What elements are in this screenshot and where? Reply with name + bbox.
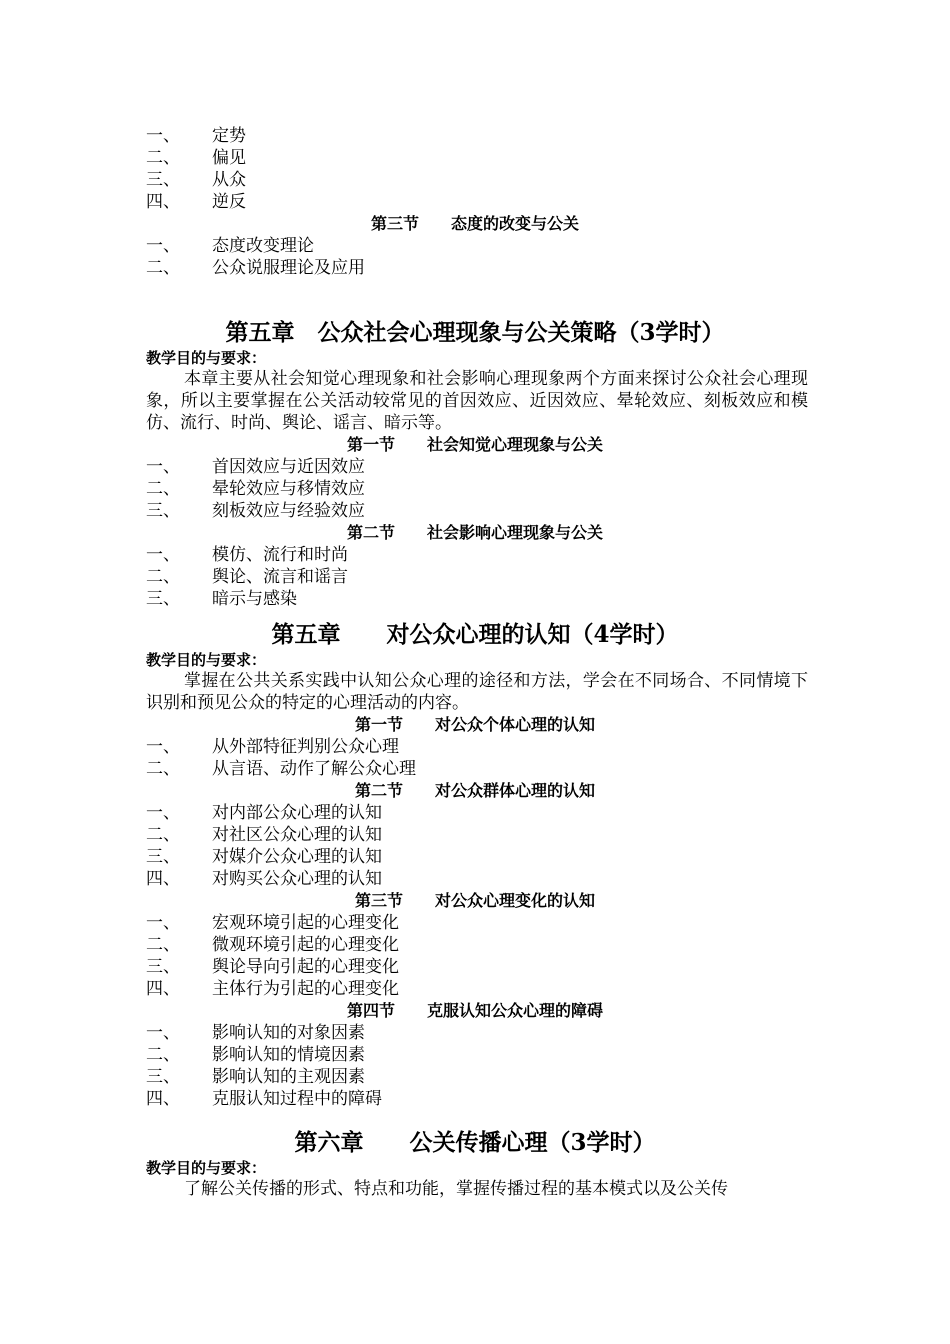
list-item: 一、 宏观环境引起的心理变化	[146, 913, 399, 933]
section-heading: 第二节 社会影响心理现象与公关	[346, 523, 603, 542]
goal-label: 教学目的与要求：	[146, 1159, 267, 1177]
chapter-5-cognition	[0, 620, 950, 1110]
list-item: 二、 从言语、动作了解公众心理	[146, 759, 416, 779]
section-heading: 第一节 对公众个体心理的认知	[354, 715, 595, 734]
list-item: 一、 定势	[146, 126, 246, 146]
goal-paragraph: 掌握在公共关系实践中认知公众心理的途径和方法，学会在不同场合、不同情境下识别和预见公众的特定的心理活动的内容。	[146, 671, 808, 713]
list-item: 一、 模仿、流行和时尚	[146, 545, 348, 565]
list-item: 一、 首因效应与近因效应	[146, 457, 365, 477]
goal-paragraph: 本章主要从社会知觉心理现象和社会影响心理现象两个方面来探讨公众社会心理现象，所以主要掌握在公关活动较常见的首因效应、近因效应、晕轮效应、刻板效应和模仿、流行、时尚、舆论、谣言、暗示等。	[146, 369, 808, 433]
list-item: 四、 逆反	[146, 192, 246, 212]
goal-label: 教学目的与要求：	[146, 349, 267, 367]
list-item: 四、 对购买公众心理的认知	[146, 869, 382, 889]
list-item: 三、 对媒介公众心理的认知	[146, 847, 382, 867]
list-item: 二、 微观环境引起的心理变化	[146, 935, 399, 955]
intro-list	[0, 125, 950, 279]
list-item: 二、 公众说服理论及应用	[146, 258, 365, 278]
list-item: 一、 对内部公众心理的认知	[146, 803, 382, 823]
list-item: 二、 影响认知的情境因素	[146, 1045, 365, 1065]
list-item: 四、 主体行为引起的心理变化	[146, 979, 399, 999]
chapter-title: 第五章 公众社会心理现象与公关策略（3学时）	[225, 319, 725, 346]
list-item: 二、 晕轮效应与移情效应	[146, 479, 365, 499]
chapter-6	[0, 1128, 950, 1200]
list-item: 二、 对社区公众心理的认知	[146, 825, 382, 845]
list-item: 二、 偏见	[146, 148, 246, 168]
list-item: 一、 从外部特征判别公众心理	[146, 737, 399, 757]
chapter-title: 第五章 对公众心理的认知（4学时）	[271, 621, 679, 648]
section-heading: 第一节 社会知觉心理现象与公关	[346, 435, 603, 454]
list-item: 三、 舆论导向引起的心理变化	[146, 957, 399, 977]
list-item: 二、 舆论、流言和谣言	[146, 567, 348, 587]
list-item: 三、 暗示与感染	[146, 589, 297, 609]
chapter-5-social	[0, 318, 950, 610]
section-heading: 第四节 克服认知公众心理的障碍	[346, 1001, 603, 1020]
list-item: 四、 克服认知过程中的障碍	[146, 1089, 382, 1109]
list-item: 一、 态度改变理论	[146, 236, 314, 256]
section-heading: 第三节 态度的改变与公关	[370, 214, 579, 233]
chapter-title: 第六章 公关传播心理（3学时）	[294, 1129, 656, 1156]
section-heading: 第二节 对公众群体心理的认知	[354, 781, 595, 800]
list-item: 三、 从众	[146, 170, 246, 190]
list-item: 三、 刻板效应与经验效应	[146, 501, 365, 521]
list-item: 一、 影响认知的对象因素	[146, 1023, 365, 1043]
goal-paragraph: 了解公关传播的形式、特点和功能，掌握传播过程的基本模式以及公关传	[184, 1179, 728, 1199]
list-item: 三、 影响认知的主观因素	[146, 1067, 365, 1087]
section-heading: 第三节 对公众心理变化的认知	[354, 891, 595, 910]
goal-label: 教学目的与要求：	[146, 651, 267, 669]
